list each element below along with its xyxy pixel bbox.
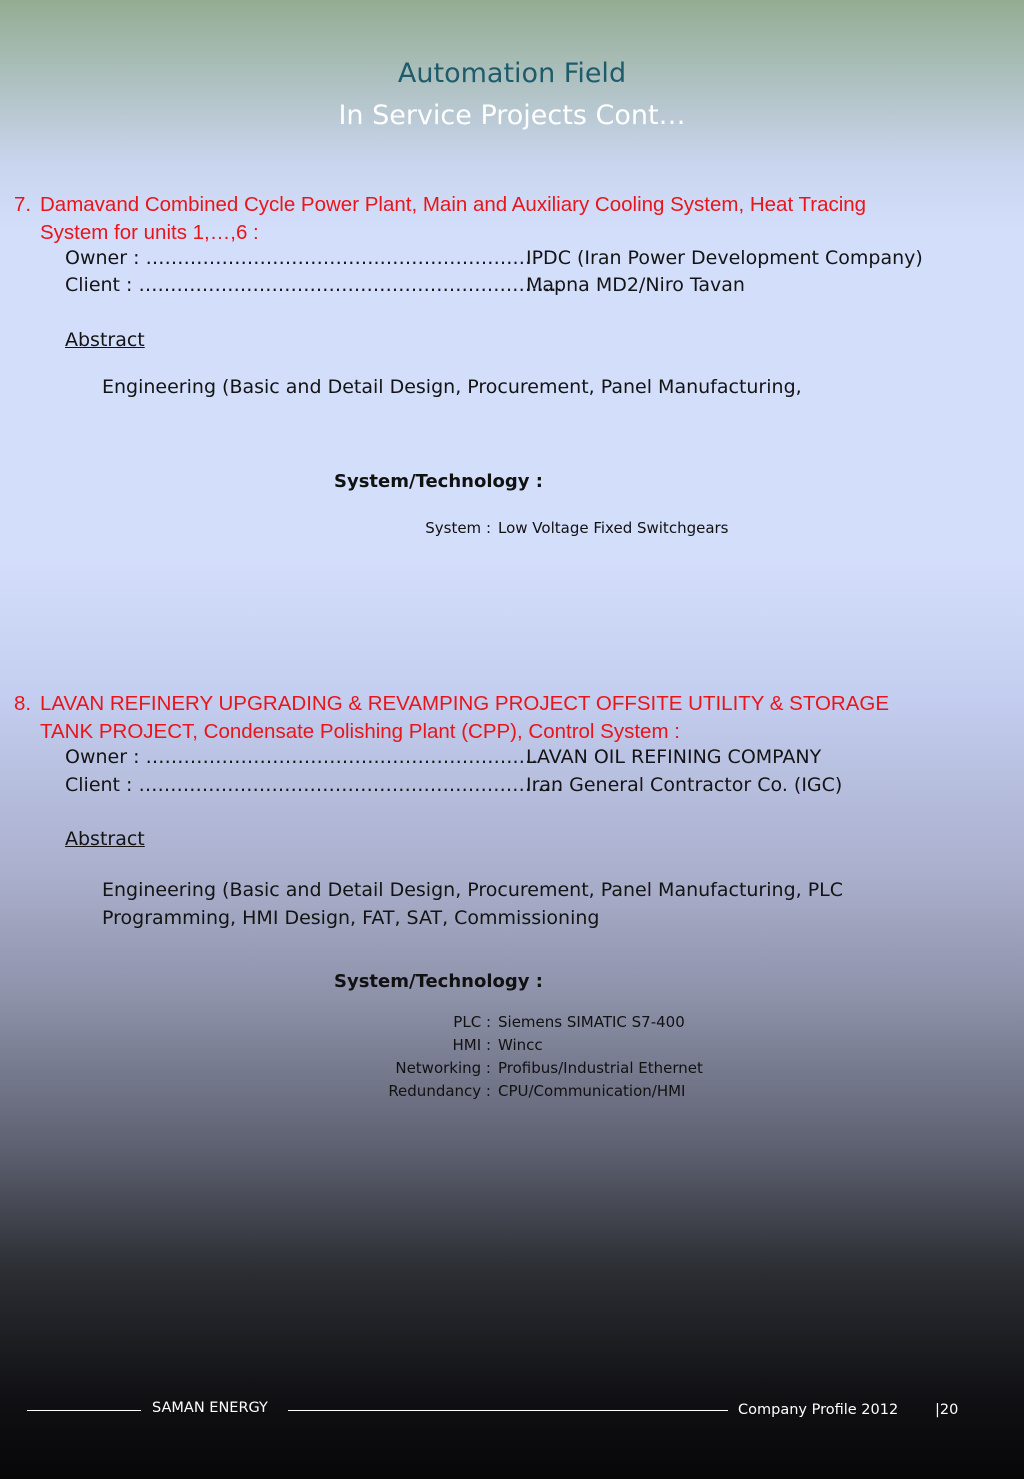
footer-divider-left bbox=[27, 1410, 141, 1411]
owner-value: LAVAN OIL REFINING COMPANY bbox=[526, 746, 822, 768]
hmi-key: HMI : bbox=[452, 1036, 491, 1054]
redundancy-value: CPU/Communication/HMI bbox=[498, 1082, 686, 1100]
project-number: 7. bbox=[14, 193, 32, 216]
networking-key: Networking : bbox=[395, 1059, 491, 1077]
system-value: Low Voltage Fixed Switchgears bbox=[498, 519, 729, 537]
page-number: |20 bbox=[935, 1402, 959, 1418]
project-heading-line2: TANK PROJECT, Condensate Polishing Plant (CPP), Control System : bbox=[40, 720, 680, 743]
footer-document: Company Profile 2012 bbox=[738, 1402, 899, 1418]
plc-value: Siemens SIMATIC S7-400 bbox=[498, 1013, 685, 1031]
project-heading-line1: Damavand Combined Cycle Power Plant, Main and Auxiliary Cooling System, Heat Tracing bbox=[40, 193, 867, 216]
client-value: Iran General Contractor Co. (IGC) bbox=[526, 774, 843, 796]
system-technology-heading: System/Technology : bbox=[334, 971, 543, 992]
page-subtitle: In Service Projects Cont… bbox=[338, 100, 686, 131]
abstract-text-line2: Programming, HMI Design, FAT, SAT, Commissioning bbox=[102, 907, 600, 929]
project-number: 8. bbox=[14, 692, 32, 715]
footer-company: SAMAN ENERGY bbox=[152, 1400, 268, 1416]
page-title: Automation Field bbox=[397, 58, 627, 89]
client-label: Client : …………………………………………………………. bbox=[65, 774, 563, 796]
footer-divider-right bbox=[288, 1410, 728, 1411]
owner-value: IPDC (Iran Power Development Company) bbox=[526, 247, 923, 269]
client-label: Client : …………………………………………………………. bbox=[65, 274, 563, 296]
client-value: Mapna MD2/Niro Tavan bbox=[526, 274, 745, 296]
hmi-value: Wincc bbox=[498, 1036, 543, 1054]
system-key: System : bbox=[425, 519, 491, 537]
abstract-text-line1: Engineering (Basic and Detail Design, Procurement, Panel Manufacturing, bbox=[102, 376, 802, 398]
redundancy-key: Redundancy : bbox=[388, 1082, 491, 1100]
networking-value: Profibus/Industrial Ethernet bbox=[498, 1059, 703, 1077]
abstract-text-line1: Engineering (Basic and Detail Design, Procurement, Panel Manufacturing, PLC bbox=[102, 879, 844, 901]
system-technology-heading: System/Technology : bbox=[334, 471, 543, 492]
project-heading-line1: LAVAN REFINERY UPGRADING & REVAMPING PROJECT OFFSITE UTILITY & STORAGE bbox=[40, 692, 890, 715]
abstract-heading: Abstract bbox=[65, 828, 145, 850]
owner-label: Owner : ……………………………….………………….… bbox=[65, 746, 538, 768]
owner-label: Owner : ……………………………….………………….… bbox=[65, 247, 538, 269]
plc-key: PLC : bbox=[453, 1013, 491, 1031]
abstract-heading: Abstract bbox=[65, 329, 145, 351]
project-heading-line2: System for units 1,…,6 : bbox=[40, 221, 259, 244]
